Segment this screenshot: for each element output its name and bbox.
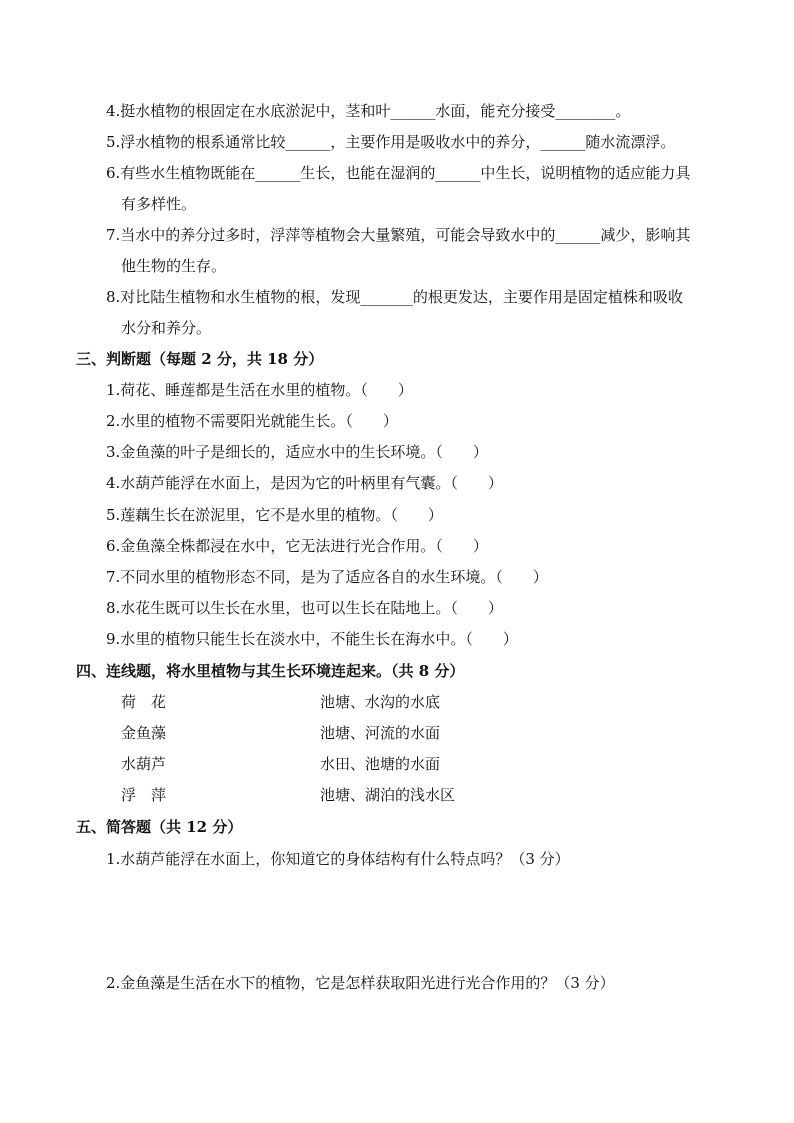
judge-item-6: 6.金鱼藻全株都浸在水中，它无法进行光合作用。（ ）: [106, 537, 488, 555]
matching-environment: 池塘、水沟的水底: [320, 693, 441, 711]
matching-environment: 池塘、湖泊的浅水区: [320, 786, 456, 804]
judge-item-9: 9.水里的植物只能生长在淡水中，不能生长在海水中。（ ）: [106, 630, 518, 648]
matching-environment: 池塘、河流的水面: [320, 724, 441, 742]
matching-plant: 荷 花: [121, 693, 167, 711]
fill-blank-item-4: 4.挺水植物的根固定在水底淤泥中，茎和叶______水面，能充分接受________。: [106, 102, 631, 120]
judge-item-8: 8.水花生既可以生长在水里，也可以生长在陆地上。（ ）: [106, 599, 503, 617]
fill-blank-item-6: 6.有些水生植物既能在______生长，也能在湿润的______中生长，说明植物的适应能力具: [106, 164, 691, 182]
short-answer-item-1: 1.水葫芦能浮在水面上，你知道它的身体结构有什么特点吗？（3 分）: [106, 850, 570, 868]
judge-item-5: 5.莲藕生长在淤泥里，它不是水里的植物。（ ）: [106, 506, 443, 524]
fill-blank-item-5: 5.浮水植物的根系通常比较______，主要作用是吸收水中的养分，______随水流漂浮。: [106, 133, 676, 151]
fill-blank-item-8: 8.对比陆生植物和水生植物的根，发现_______的根更发达，主要作用是固定植株和吸收: [106, 288, 683, 306]
short-answer-item-2: 2.金鱼藻是生活在水下的植物，它是怎样获取阳光进行光合作用的？（3 分）: [106, 974, 615, 992]
section-title-matching: 四、连线题，将水里植物与其生长环境连起来。（共 8 分）: [76, 662, 465, 680]
fill-blank-item-6-cont: 有多样性。: [121, 195, 197, 213]
judge-item-2: 2.水里的植物不需要阳光就能生长。（ ）: [106, 412, 398, 430]
judge-item-1: 1.荷花、睡莲都是生活在水里的植物。（ ）: [106, 381, 413, 399]
matching-plant: 水葫芦: [121, 755, 167, 773]
judge-item-4: 4.水葫芦能浮在水面上，是因为它的叶柄里有气囊。（ ）: [106, 474, 503, 492]
section-title-judge: 三、判断题（每题 2 分，共 18 分）: [76, 350, 324, 368]
fill-blank-item-7-cont: 他生物的生存。: [121, 257, 227, 275]
matching-plant: 金鱼藻: [121, 724, 167, 742]
judge-item-7: 7.不同水里的植物形态不同，是为了适应各自的水生环境。（ ）: [106, 568, 548, 586]
section-title-short-answer: 五、简答题（共 12 分）: [76, 818, 243, 836]
fill-blank-item-8-cont: 水分和养分。: [121, 319, 212, 337]
matching-plant: 浮 萍: [121, 786, 167, 804]
judge-item-3: 3.金鱼藻的叶子是细长的，适应水中的生长环境。（ ）: [106, 443, 488, 461]
matching-environment: 水田、池塘的水面: [320, 755, 441, 773]
fill-blank-item-7: 7.当水中的养分过多时，浮萍等植物会大量繁殖，可能会导致水中的______减少，影响其: [106, 226, 691, 244]
